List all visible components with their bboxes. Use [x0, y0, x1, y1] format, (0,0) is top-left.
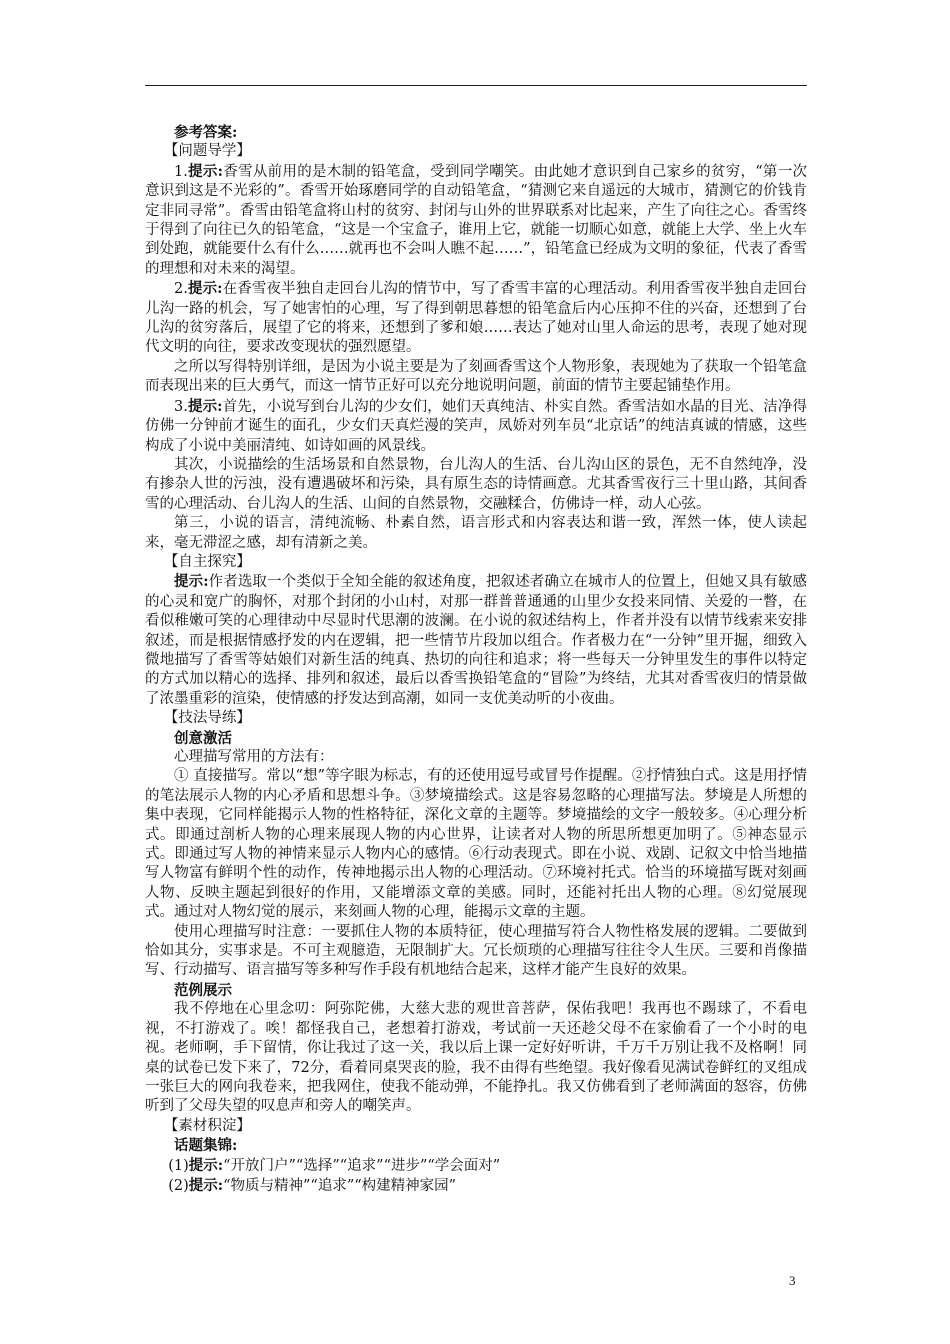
answer-2-lead: 提示: — [187, 280, 223, 298]
answer-2-paragraph-2: 之所以写得特别详细，是因为小说主要是为了刻画香雪这个人物形象，表现她为了获取一个铅笔盒而表现出来的巨大勇气，而这一情节正好可以充分地说明问题，前面的情节主要起铺垫作用。 — [145, 358, 807, 395]
answer-2 — [145, 279, 807, 358]
topic-1-text: “开放门户”“选择”“追求”“进步”“学会面对” — [223, 1157, 501, 1174]
document-body — [145, 123, 807, 1196]
page-number: 3 — [789, 1273, 796, 1288]
methods-intro: 心理描写常用的方法有： — [174, 749, 334, 765]
subheading-example-showcase: 范例展示 — [174, 981, 232, 999]
section-title-technique-practice: 【技法导练】 — [163, 710, 251, 727]
example-passage: 我不停地在心里念叨：阿弥陀佛，大慈大悲的观世音菩萨，保佑我吧！我再也不踢球了，不看电视，不打游戏了。唉！都怪我自己，老想着打游戏，考试前一天还趁父母不在家偷看了一个小时的电视。老师啊，手下留情，你让我过了这一关，我以后上课一定好好听讲，千万千万别让我不及格啊！同桌的试卷已发下来了，72分，看着同桌哭丧的脸，我不由得有些绝望。我好像看见满试卷鲜红的叉组成一张巨大的网向我卷来，把我网住，使我不能动弹，不能挣扎。我又仿佛看到了老师满面的怒容，仿佛听到了父母失望的叹息声和旁人的嘲笑声。 — [145, 1001, 807, 1115]
methods-list: ① 直接描写。常以“想”等字眼为标志，有的还使用逗号或冒号作提醒。②抒情独白式。这是用抒情的笔法展示人物的内心矛盾和思想斗争。③梦境描绘式。这是容易忽略的心理描写法。梦境是人所想的集中表现，它同样能揭示人物的性格特征，深化文章的主题等。梦境描绘的文字一般较多。④心理分析式。即通过剖析人物的心理来展现人物的内心世界，让读者对人物的所思所想更加明了。⑤神态显示式。即通过写人物的神情来显示人物内心的感情。⑥行动表现式。即在小说、戏剧、记叙文中恰当地描写人物富有鲜明个性的动作，传神地揭示出人物的心理活动。⑦环境衬托式。恰当的环境描写既对刻画人物、反映主题起到很好的作用，又能增添文章的美感。同时，还能衬托出人物的心理。⑧幻觉展现式。通过对人物幻觉的展示，来刻画人物的心理，能揭示文章的主题。 — [145, 768, 807, 921]
topic-2-text: “物质与精神”“追求”“构建精神家园” — [223, 1177, 457, 1194]
topic-2-lead: 提示: — [188, 1176, 224, 1194]
answer-heading: 参考答案: — [174, 124, 238, 141]
answer-1 — [145, 162, 807, 279]
answer-3-paragraph-2: 其次，小说描绘的生活场景和自然景物，台儿沟人的生活、台儿沟山区的景色，无不自然纯净，没有掺杂人世的污浊，没有遭遇破坏和污染，具有原生态的诗情画意。尤其香雪夜行三十里山路，其间香雪的心理活动、台儿沟人的生活、山间的自然景物，交融糅合，仿佛诗一样，动人心弦。 — [145, 456, 807, 512]
topic-2-number: (2) — [168, 1177, 189, 1194]
section-title-self-exploration: 【自主探究】 — [163, 553, 251, 570]
exploration-text: 作者选取一个类似于全知全能的叙述角度，把叙述者确立在城市人的位置上，但她又具有敏感的心灵和宽广的胸怀，对那个封闭的小山村，对那一群普普通通的山里少女投来同情、关爱的一瞥，在看似稚嫩可笑的心理律动中尽显时代思潮的波澜。在小说的叙述结构上，作者并没有以情节线索来安排叙述，而是根据情感抒发的内在逻辑，把一些情节片段加以组合。作者极力在“一分钟”里开掘，细致入微地描写了香雪等姑娘们对新生活的纯真、热切的向往和追求；将一些每天一分钟里发生的事件以特定的方式加以精心的选择、排列和叙述，最后以香雪换铅笔盒的“冒险”为终结，尤其对香雪夜归的情景做了浓墨重彩的渲染，使情感的抒发达到高潮，如同一支优美动听的小夜曲。 — [145, 574, 807, 707]
answer-3-paragraph-3: 第三，小说的语言，清纯流畅、朴素自然，语言形式和内容表达和谐一致，浑然一体，使人读起来，毫无滞涩之感，却有清新之美。 — [145, 515, 807, 551]
answer-1-text: 香雪从前用的是木制的铅笔盒，受到同学嘲笑。由此她才意识到自己家乡的贫穷，“第一次意识到这是不光彩的”。香雪开始琢磨同学的自动铅笔盒，“猜测它来自遥远的大城市，猜测它的价钱肯定非同寻常”。香雪由铅笔盒将山村的贫穷、封闭与山外的世界联系对比起来，产生了向往之心。香雪终于得到了向往已久的铅笔盒，“这是一个宝盒子，谁用上它，就能一切顺心如意，就能上大学、坐上火车到处跑，就能要什么有什么……就再也不会叫人瞧不起……”，铅笔盒已经成为文明的象征，代表了香雪的理想和对未来的渴望。 — [145, 163, 807, 277]
answer-3-number: 3. — [174, 398, 188, 415]
answer-3-text: 首先，小说写到台儿沟的少女们，她们天真纯洁、朴实自然。香雪洁如水晶的目光、洁净得仿佛一分钟前才诞生的面孔，少女们天真烂漫的笑声，凤娇对列车员“北京话”的纯洁真诚的情感，这些构成了小说中美丽清纯、如诗如画的风景线。 — [145, 398, 807, 454]
exploration-lead: 提示: — [174, 573, 209, 591]
section-title-guided-questions: 【问题导学】 — [163, 143, 251, 160]
section-title-material-accumulation: 【素材积淀】 — [163, 1117, 251, 1134]
answer-3 — [145, 397, 807, 456]
topic-item-2 — [145, 1176, 807, 1196]
answer-1-lead: 提示: — [187, 162, 224, 180]
topic-item-1 — [145, 1156, 807, 1176]
exploration-answer — [145, 572, 807, 709]
answer-2-text: 在香雪夜半独自走回台儿沟的情节中，写了香雪丰富的心理活动。利用香雪夜半独自走回台儿沟一路的机会，写了她害怕的心理，写了得到朝思暮想的铅笔盒后内心压抑不住的兴奋，还想到了台儿沟的贫穷落后，展望了它的将来，还想到了爹和娘……表达了她对山里人命运的思考，表现了她对现代文明的向往，要求改变现状的强烈愿望。 — [145, 281, 807, 356]
answer-3-lead: 提示: — [187, 397, 223, 415]
usage-notes: 使用心理描写时注意：一要抓住人物的本质特征，使心理描写符合人物性格发展的逻辑。二要做到恰如其分，实事求是。不可主观臆造，无限制扩大。冗长烦琐的心理描写往往令人生厌。三要和肖像描写、行动描写、语言描写等多种写作手段有机地结合起来，这样才能产生良好的效果。 — [145, 923, 807, 979]
answer-1-number: 1. — [174, 163, 188, 180]
answer-2-number: 2. — [174, 281, 188, 298]
subheading-topic-collection: 话题集锦: — [174, 1137, 238, 1155]
header-rule — [145, 85, 807, 86]
topic-1-number: (1) — [168, 1157, 189, 1174]
topic-1-lead: 提示: — [188, 1156, 224, 1174]
subheading-creative-activation: 创意激活 — [174, 729, 232, 747]
